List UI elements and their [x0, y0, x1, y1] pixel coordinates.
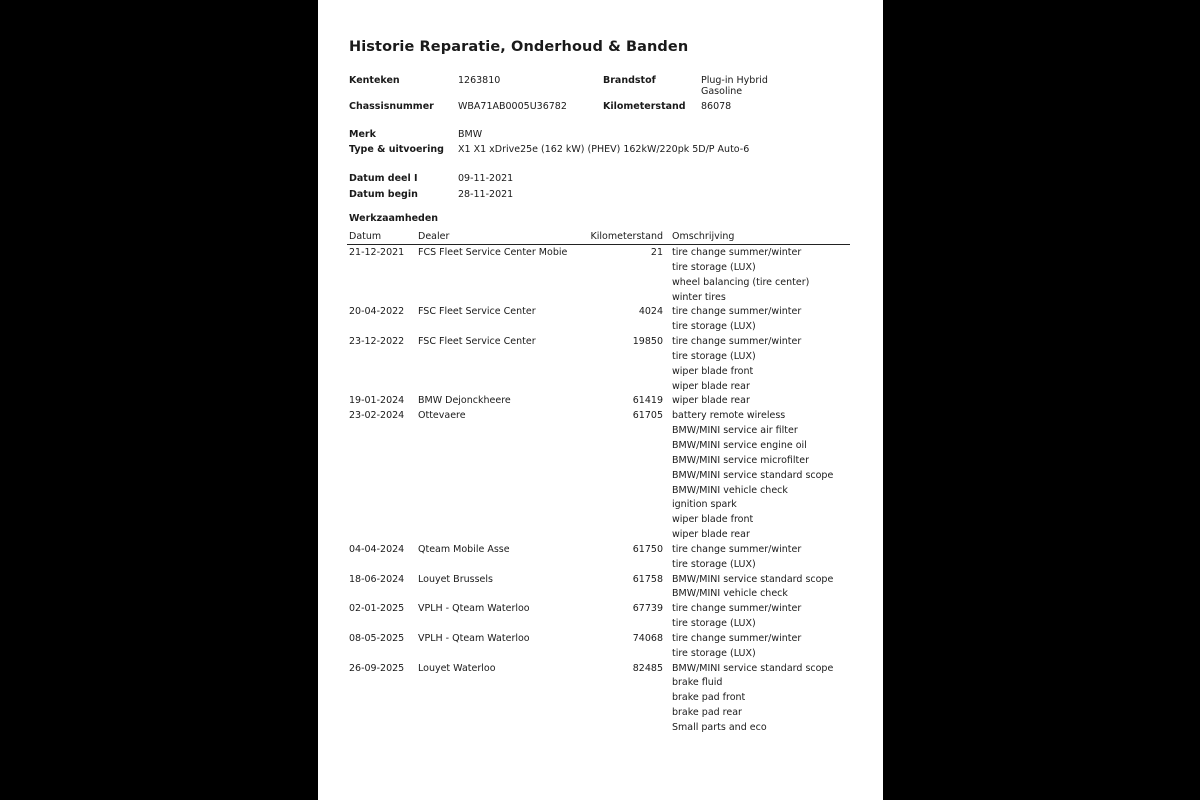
description-item: tire storage (LUX): [672, 618, 756, 630]
description-item: tire change summer/winter: [672, 306, 802, 318]
row-date: 18-06-2024: [349, 573, 405, 585]
row-km: 61419: [632, 395, 663, 407]
description-item: BMW/MINI service standard scope: [672, 469, 834, 481]
row-dealer: Ottevaere: [418, 410, 466, 422]
row-km: 61705: [632, 410, 663, 422]
description-item: tire storage (LUX): [672, 647, 756, 659]
description-item: BMW/MINI vehicle check: [672, 588, 788, 600]
section-title: Werkzaamheden: [349, 213, 439, 224]
description-item: wiper blade rear: [672, 529, 750, 541]
kilometerstand-label: Kilometerstand: [603, 101, 686, 112]
datum-begin-value: 28-11-2021: [458, 189, 514, 200]
type-value: X1 X1 xDrive25e (162 kW) (PHEV) 162kW/220pk 5D/P Auto-6: [458, 144, 750, 155]
row-date: 26-09-2025: [349, 662, 405, 674]
table-row: [318, 602, 883, 632]
table-row: [318, 394, 883, 409]
merk-label: Merk: [349, 129, 376, 140]
work-history-table: [318, 246, 883, 736]
type-label: Type & uitvoering: [349, 144, 444, 155]
document-page: [318, 0, 883, 800]
merk-value: BMW: [458, 129, 483, 140]
table-row: [318, 335, 883, 394]
row-dealer: FCS Fleet Service Center Mobie: [418, 247, 568, 258]
row-km: 19850: [632, 336, 663, 348]
row-description: [672, 305, 883, 335]
description-item: brake fluid: [672, 677, 723, 689]
description-item: wiper blade rear: [672, 395, 750, 407]
table-row: [318, 662, 883, 736]
brandstof-value-line1: Plug-in Hybrid: [701, 75, 768, 86]
description-item: wiper blade rear: [672, 380, 750, 392]
table-row: [318, 409, 883, 543]
row-km: 82485: [632, 662, 663, 674]
description-item: Small parts and eco: [672, 722, 767, 733]
datum-begin-label: Datum begin: [349, 189, 418, 200]
row-km: 61758: [632, 573, 663, 585]
row-km: 74068: [632, 632, 663, 644]
description-item: wiper blade front: [672, 514, 754, 526]
description-item: tire change summer/winter: [672, 247, 802, 258]
row-km: 4024: [638, 306, 663, 318]
page-title: Historie Reparatie, Onderhoud & Banden: [349, 39, 689, 55]
description-item: tire change summer/winter: [672, 336, 802, 348]
row-dealer: Louyet Waterloo: [418, 662, 496, 674]
row-date: 08-05-2025: [349, 632, 405, 644]
table-row: [318, 573, 883, 603]
description-item: BMW/MINI service engine oil: [672, 439, 807, 451]
row-km: 67739: [632, 603, 663, 615]
row-date: 21-12-2021: [349, 247, 405, 258]
kenteken-value: 1263810: [458, 75, 501, 86]
row-date: 02-01-2025: [349, 603, 405, 615]
description-item: wheel balancing (tire center): [672, 276, 810, 288]
row-dealer: FSC Fleet Service Center: [418, 306, 536, 318]
row-dealer: FSC Fleet Service Center: [418, 336, 536, 348]
description-item: winter tires: [672, 291, 726, 303]
row-date: 23-12-2022: [349, 336, 405, 348]
datum-deel-label: Datum deel I: [349, 173, 418, 184]
row-description: [672, 246, 883, 305]
column-header-dealer: Dealer: [418, 231, 450, 242]
row-dealer: Louyet Brussels: [418, 573, 493, 585]
description-item: brake pad front: [672, 692, 746, 704]
description-item: wiper blade front: [672, 365, 754, 377]
description-item: brake pad rear: [672, 707, 742, 719]
description-item: tire storage (LUX): [672, 261, 756, 273]
table-row: [318, 305, 883, 335]
row-description: [672, 573, 883, 603]
row-description: [672, 394, 883, 409]
description-item: BMW/MINI vehicle check: [672, 484, 788, 496]
description-item: ignition spark: [672, 499, 737, 511]
row-date: 19-01-2024: [349, 395, 405, 407]
description-item: tire storage (LUX): [672, 321, 756, 333]
row-description: [672, 409, 883, 543]
row-dealer: VPLH - Qteam Waterloo: [418, 632, 530, 644]
table-row: [318, 543, 883, 573]
column-header-date: Datum: [349, 231, 382, 242]
chassisnummer-label: Chassisnummer: [349, 101, 434, 112]
datum-deel-value: 09-11-2021: [458, 173, 514, 184]
description-item: tire change summer/winter: [672, 632, 802, 644]
description-item: BMW/MINI service air filter: [672, 425, 798, 437]
header-divider: [347, 244, 850, 245]
description-item: battery remote wireless: [672, 410, 786, 422]
row-description: [672, 602, 883, 632]
row-dealer: BMW Dejonckheere: [418, 395, 511, 407]
description-item: BMW/MINI service standard scope: [672, 573, 834, 585]
description-item: tire storage (LUX): [672, 558, 756, 570]
row-date: 20-04-2022: [349, 306, 405, 318]
row-date: 23-02-2024: [349, 410, 405, 422]
chassisnummer-value: WBA71AB0005U36782: [458, 101, 567, 112]
row-description: [672, 335, 883, 394]
description-item: BMW/MINI service standard scope: [672, 662, 834, 674]
description-item: tire change summer/winter: [672, 543, 802, 555]
row-km: 61750: [632, 543, 663, 555]
row-dealer: Qteam Mobile Asse: [418, 543, 510, 555]
row-description: [672, 662, 883, 736]
brandstof-label: Brandstof: [603, 75, 656, 86]
description-item: BMW/MINI service microfilter: [672, 454, 810, 466]
row-description: [672, 632, 883, 662]
row-km: 21: [650, 247, 663, 258]
table-row: [318, 246, 883, 305]
row-description: [672, 543, 883, 573]
kilometerstand-value: 86078: [701, 101, 732, 112]
table-row: [318, 632, 883, 662]
row-dealer: VPLH - Qteam Waterloo: [418, 603, 530, 615]
description-item: tire change summer/winter: [672, 603, 802, 615]
brandstof-value-line2: Gasoline: [701, 86, 743, 97]
column-header-km: Kilometerstand: [590, 231, 663, 242]
kenteken-label: Kenteken: [349, 75, 400, 86]
row-date: 04-04-2024: [349, 543, 405, 555]
column-header-description: Omschrijving: [672, 231, 735, 242]
description-item: tire storage (LUX): [672, 350, 756, 362]
